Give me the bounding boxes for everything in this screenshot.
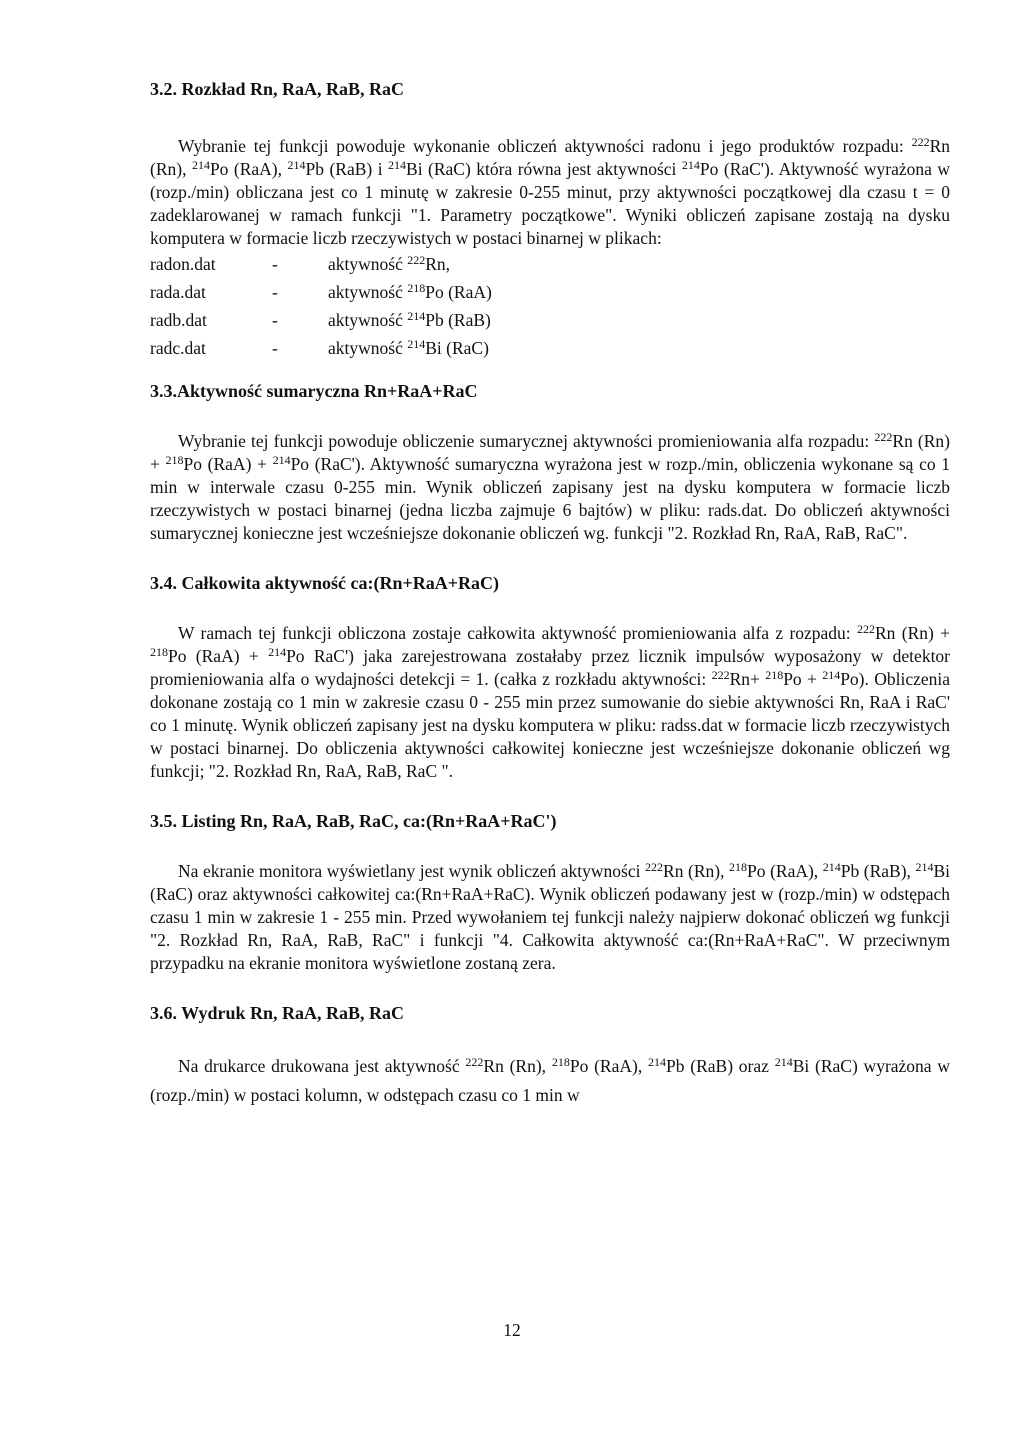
text-run: Na ekranie monitora wyświetlany jest wynik obliczeń aktywności: [178, 861, 646, 881]
page-number: 12: [503, 1320, 521, 1340]
text-run: Po (RaA),: [747, 861, 823, 881]
mass-number: 218: [765, 668, 784, 682]
text-run: aktywność: [328, 337, 408, 358]
mass-number: 214: [648, 1055, 666, 1069]
text-run: Rn (Rn) +: [150, 431, 951, 474]
text-run: Bi (RaC) która równa jest aktywności: [406, 159, 682, 179]
mass-number: 222: [465, 1055, 484, 1069]
text-run: Po (RaA): [425, 281, 492, 302]
paragraph-3-4: [150, 622, 950, 783]
mass-number: 214: [822, 668, 841, 682]
paragraph-3-6: [150, 1052, 950, 1110]
mass-number: 218: [165, 453, 184, 467]
spacer: [150, 403, 950, 430]
file-dash: -: [272, 309, 278, 330]
text-run: Bi (RaC) oraz aktywności całkowitej ca:(Rn+RaA+RaC). Wynik obliczeń podawany jest w (rozp./min) w odstępach czasu 1 min w zakresie 1 - 255 min. Przed wywołaniem tej funkcji należy najpierw dokonać obliczeń wg funkcji "2. Rozkład Rn, RaA, RaB, RaC" i funkcji "4. Całkowita aktywność ca:(Rn+RaA+RaC". W przeciwnym przypadku na ekranie monitora wyświetlone zostaną zera.: [150, 861, 951, 973]
mass-number: 218: [729, 860, 748, 874]
mass-number: 218: [551, 1055, 570, 1069]
file-row: [150, 306, 950, 334]
mass-number: 214: [388, 158, 407, 172]
mass-number: 222: [407, 252, 426, 267]
spacer: [150, 595, 950, 622]
spacer: [150, 362, 950, 380]
text-run: Wybranie tej funkcji powoduje wykonanie obliczeń aktywności radonu i jego produktów rozpadu:: [178, 136, 912, 156]
text-run: aktywność: [328, 281, 408, 302]
text-run: aktywność: [328, 253, 408, 274]
section-heading-3-6: 3.6. Wydruk Rn, RaA, RaB, RaC: [150, 1003, 405, 1023]
text-run: Po (RaA),: [569, 1056, 648, 1076]
file-description: [328, 253, 450, 276]
spacer: [150, 545, 950, 572]
spacer: [150, 783, 950, 810]
file-name: radc.dat: [150, 337, 206, 358]
mass-number: 214: [191, 158, 210, 172]
text-run: Po (RaA) +: [183, 454, 273, 474]
file-description: [328, 337, 489, 360]
text-run: Rn (Rn) +: [875, 623, 951, 643]
file-row: [150, 250, 950, 278]
text-run: Po (RaC'). Aktywność sumaryczna wyrażona jest w rozp./min, obliczenia wykonane są co 1 min w interwale czasu 0-255 min. Wynik obliczeń zapisany jest na dysku komputera w formacie liczb rzeczywistych w postaci binarnej (jedna liczba zajmuje 6 bajtów) w pliku: rads.dat. Do obliczeń aktywności sumarycznej konieczne jest wcześniejsze dokonanie obliczeń wg. funkcji "2. Rozkład Rn, RaA, RaB, RaC".: [150, 454, 950, 543]
text-run: W ramach tej funkcji obliczona zostaje całkowita aktywność promieniowania alfa z rozpadu:: [178, 623, 857, 643]
text-run: Po (RaA) +: [168, 646, 269, 666]
file-name: radb.dat: [150, 309, 207, 330]
text-run: Po (RaA),: [209, 159, 288, 179]
mass-number: 214: [407, 336, 426, 351]
text-run: Pb (RaB) i: [305, 159, 389, 179]
file-description: [328, 281, 492, 304]
text-run: Pb (RaB): [425, 309, 491, 330]
text-run: aktywność: [328, 309, 408, 330]
text-run: Po RaC') jaka zarejestrowana zostałaby przez licznik impulsów wyposażony w detektor promieniowania alfa o wydajności detekcji = 1. (całka z rozkładu aktywności:: [150, 646, 951, 689]
mass-number: 214: [774, 1055, 793, 1069]
section-heading-3-4: 3.4. Całkowita aktywność ca:(Rn+RaA+RaC): [150, 573, 500, 593]
text-run: Rn (Rn),: [663, 861, 730, 881]
text-run: Rn,: [425, 253, 451, 274]
spacer: [150, 101, 950, 135]
spacer: [150, 1025, 950, 1052]
file-dash: -: [272, 253, 278, 274]
file-row: [150, 334, 950, 362]
mass-number: 214: [272, 453, 291, 467]
spacer: [150, 833, 950, 860]
text-run: Pb (RaB) oraz: [666, 1056, 775, 1076]
file-description: [328, 309, 491, 332]
text-run: Po +: [783, 669, 823, 689]
mass-number: 214: [915, 860, 934, 874]
mass-number: 218: [150, 645, 168, 659]
text-run: Po (RaC'). Aktywność wyrażona w (rozp./min) obliczana jest co 1 minutę w zakresie 0-255 minut, przy aktywności początkowej dla czasu t = 0 zadeklarowanej w ramach funkcji "1. Parametry początkowe". Wyniki obliczeń zapisane zostają na dysku komputera w formacie liczb rzeczywistych w postaci binarnej w plikach:: [150, 159, 950, 248]
paragraph-3-5: [150, 860, 950, 975]
section-heading-3-2: 3.2. Rozkład Rn, RaA, RaB, RaC: [150, 79, 405, 99]
paragraph-3-3: [150, 430, 950, 545]
mass-number: 214: [822, 860, 841, 874]
text-run: Bi (RaC) wyrażona w (rozp./min) w postaci kolumn, w odstępach czasu co 1 min w: [150, 1056, 950, 1105]
mass-number: 214: [681, 158, 700, 172]
mass-number: 222: [711, 668, 730, 682]
file-name: radon.dat: [150, 253, 216, 274]
text-run: Rn+: [729, 669, 766, 689]
mass-number: 222: [857, 622, 875, 636]
file-row: [150, 278, 950, 306]
section-heading-3-3: 3.3.Aktywność sumaryczna Rn+RaA+RaC: [150, 381, 478, 401]
mass-number: 214: [287, 158, 306, 172]
text-run: Na drukarce drukowana jest aktywność: [178, 1056, 466, 1076]
output-file-list: [150, 250, 950, 362]
text-run: Po). Obliczenia dokonane zostają co 1 min w zakresie czasu 0 - 255 min przez sumowanie do siebie aktywności Rn, RaA i RaC' co 1 minutę. Wynik obliczeń zapisany jest na dysku komputera w pliku: radss.dat w formacie liczb rzeczywistych w postaci binarnej. Do obliczenia aktywności całkowitej konieczne jest wcześniejsze dokonanie obliczeń wg funkcji; "2. Rozkład Rn, RaA, RaB, RaC ".: [150, 669, 950, 781]
file-dash: -: [272, 337, 278, 358]
file-dash: -: [272, 281, 278, 302]
mass-number: 214: [407, 308, 426, 323]
mass-number: 222: [645, 860, 664, 874]
spacer: [150, 975, 950, 1002]
mass-number: 218: [407, 280, 426, 295]
text-run: Rn (Rn),: [483, 1056, 552, 1076]
paragraph-3-2: [150, 135, 950, 250]
document-page: [150, 78, 950, 1110]
mass-number: 222: [911, 135, 930, 149]
text-run: Pb (RaB),: [840, 861, 916, 881]
text-run: Rn (Rn),: [150, 136, 950, 179]
mass-number: 222: [874, 430, 893, 444]
mass-number: 214: [268, 645, 287, 659]
section-heading-3-5: 3.5. Listing Rn, RaA, RaB, RaC, ca:(Rn+RaA+RaC'): [150, 811, 557, 831]
text-run: Bi (RaC): [425, 337, 489, 358]
text-run: Wybranie tej funkcji powoduje obliczenie sumarycznej aktywności promieniowania alfa rozpadu:: [178, 431, 875, 451]
file-name: rada.dat: [150, 281, 206, 302]
